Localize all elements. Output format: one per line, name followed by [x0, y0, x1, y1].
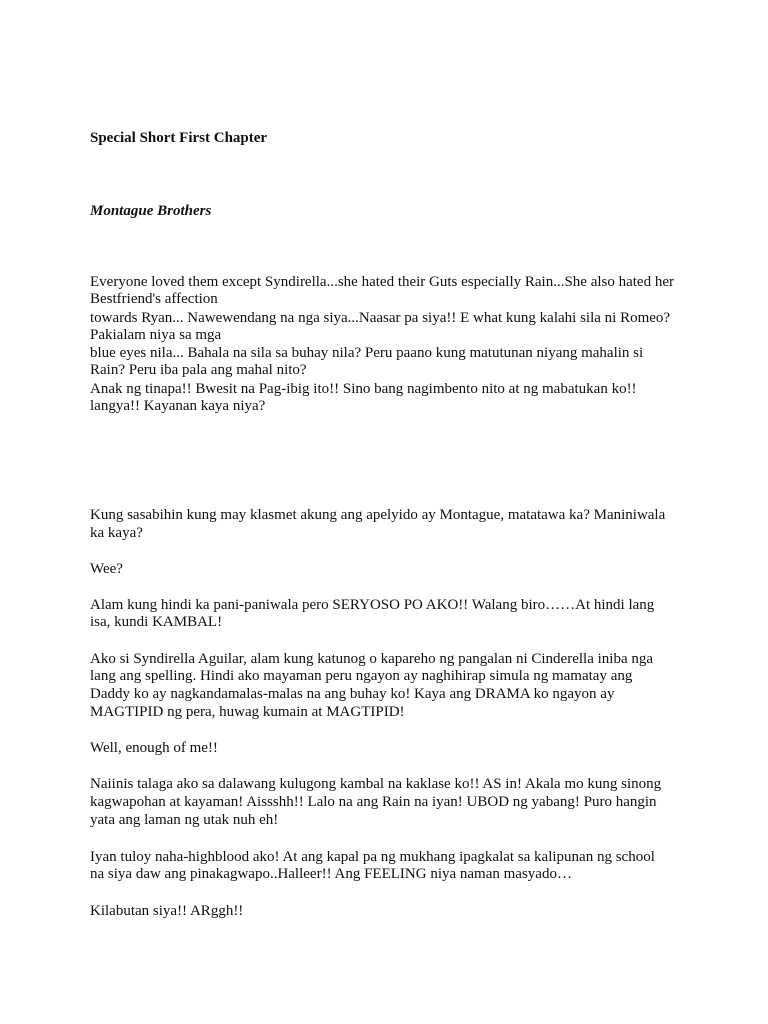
- body-line: lang ang spelling. Hindi ako mayaman peru ngayon ay naghihirap simula ng mamatay ang: [90, 668, 633, 684]
- body-line: Ako si Syndirella Aguilar, alam kung katunog o kapareho ng pangalan ni Cinderella iniba nga: [90, 651, 654, 667]
- chapter-title: Special Short First Chapter: [90, 130, 268, 146]
- synopsis-line: Rain? Peru iba pala ang mahal nito?: [90, 362, 307, 378]
- body-line: kagwapohan at kayaman! Aissshh!! Lalo na ang Rain na iyan! UBOD ng yabang! Puro hangin: [90, 794, 657, 810]
- body-line: isa, kundi KAMBAL!: [90, 614, 223, 630]
- synopsis-line: Pakialam niya sa mga: [90, 327, 222, 343]
- synopsis-line: Everyone loved them except Syndirella...she hated their Guts especially Rain...She also hated her: [90, 274, 674, 290]
- story-subtitle: Montague Brothers: [90, 203, 212, 219]
- body-line: Alam kung hindi ka pani-paniwala pero SERYOSO PO AKO!! Walang biro……At hindi lang: [90, 597, 655, 613]
- synopsis-line: towards Ryan... Nawewendang na nga siya...Naasar pa siya!! E what kung kalahi sila ni Romeo?: [90, 310, 671, 326]
- body-line: Naiinis talaga ako sa dalawang kulugong kambal na kaklase ko!! AS in! Akala mo kung sinong: [90, 776, 662, 792]
- body-line: Wee?: [90, 561, 123, 577]
- synopsis-line: Anak ng tinapa!! Bwesit na Pag-ibig ito!! Sino bang nagimbento nito at ng mabatukan ko!!: [90, 381, 637, 397]
- synopsis-line: langya!! Kayanan kaya niya?: [90, 398, 266, 414]
- body-line: yata ang laman ng utak nuh eh!: [90, 812, 279, 828]
- body-line: ka kaya?: [90, 525, 143, 541]
- body-line: Iyan tuloy naha-highblood ako! At ang kapal pa ng mukhang ipagkalat sa kalipunan ng school: [90, 849, 655, 865]
- body-line: Well, enough of me!!: [90, 740, 218, 756]
- body-line: Kung sasabihin kung may klasmet akung ang apelyido ay Montague, matatawa ka? Maniniwala: [90, 507, 666, 523]
- body-line: na siya daw ang pinakagwapo..Halleer!! Ang FEELING niya naman masyado…: [90, 866, 572, 882]
- body-line: Kilabutan siya!! ARggh!!: [90, 903, 244, 919]
- body-line: MAGTIPID ng pera, huwag kumain at MAGTIPID!: [90, 704, 405, 720]
- body-line: Daddy ko ay nagkandamalas-malas na ang buhay ko! Kaya ang DRAMA ko ngayon ay: [90, 686, 615, 702]
- synopsis-line: Bestfriend's affection: [90, 291, 218, 307]
- synopsis-line: blue eyes nila... Bahala na sila sa buhay nila? Peru paano kung matutunan niyang mahalin si: [90, 345, 644, 361]
